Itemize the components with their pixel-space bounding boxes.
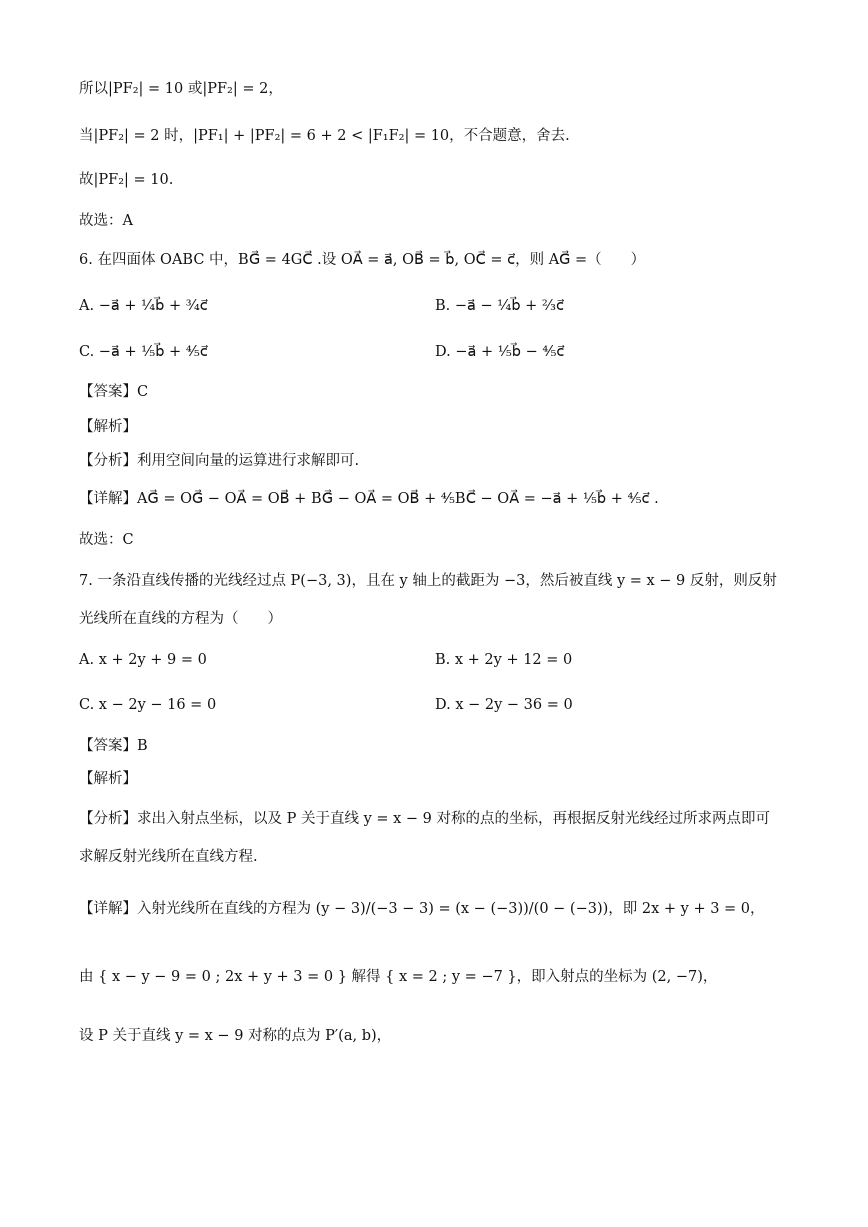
answer-label: 【答案】C	[79, 384, 149, 400]
text-line: 故|PF₂| = 10.	[79, 172, 174, 188]
question-7-stem: 7. 一条沿直线传播的光线经过点 P(−3, 3)，且在 y 轴上的截距为 −3，然后被直线 y = x − 9 反射，则反射	[79, 573, 777, 589]
analysis-text: 【分析】利用空间向量的运算进行求解即可.	[79, 453, 360, 469]
option-a: A. x + 2y + 9 = 0	[79, 652, 207, 668]
analysis-text-continued: 求解反射光线所在直线方程.	[79, 849, 258, 865]
detail-text: 【详解】AG⃗ = OG⃗ − OA⃗ = OB⃗ + BG⃗ − OA⃗ = OB⃗ + ⁴⁄₅BC⃗ − OA⃗ = −a⃗ + ¹⁄₅b⃗ + ⁴⁄₅c⃗ .	[79, 491, 659, 507]
analysis-heading: 【解析】	[79, 419, 137, 435]
analysis-text: 【分析】求出入射点坐标，以及 P 关于直线 y = x − 9 对称的点的坐标，再根据反射光线经过所求两点即可	[79, 811, 771, 827]
option-b: B. x + 2y + 12 = 0	[435, 652, 573, 668]
text-line: 故选：A	[79, 213, 133, 229]
detail-text: 【详解】入射光线所在直线的方程为 (y − 3)/(−3 − 3) = (x − (−3))/(0 − (−3))，即 2x + y + 3 = 0，	[79, 901, 765, 917]
option-c: C. x − 2y − 16 = 0	[79, 697, 217, 713]
text-line: 当|PF₂| = 2 时，|PF₁| + |PF₂| = 6 + 2 < |F₁F₂| = 10，不合题意，舍去.	[79, 128, 570, 144]
analysis-heading: 【解析】	[79, 771, 137, 787]
option-d: D. x − 2y − 36 = 0	[435, 697, 573, 713]
symmetric-point-text: 设 P 关于直线 y = x − 9 对称的点为 P′(a, b)，	[79, 1028, 392, 1044]
question-6-stem: 6. 在四面体 OABC 中，BG⃗ = 4GC⃗ .设 OA⃗ = a⃗, OB⃗ = b⃗, OC⃗ = c⃗，则 AG⃗ =（ ）	[79, 252, 646, 268]
option-a: A. −a⃗ + ¹⁄₄b⃗ + ³⁄₄c⃗	[79, 298, 208, 314]
answer-label: 【答案】B	[79, 738, 148, 754]
system-of-equations-text: 由 { x − y − 9 = 0 ; 2x + y + 3 = 0 } 解得 { x = 2 ; y = −7 }，即入射点的坐标为 (2, −7)，	[79, 969, 718, 985]
option-b: B. −a⃗ − ¹⁄₄b⃗ + ²⁄₃c⃗	[435, 298, 564, 314]
choice-text: 故选：C	[79, 532, 134, 548]
question-7-stem-continued: 光线所在直线的方程为（ ）	[79, 611, 282, 627]
option-c: C. −a⃗ + ¹⁄₅b⃗ + ⁴⁄₅c⃗	[79, 344, 208, 360]
text-line: 所以|PF₂| = 10 或|PF₂| = 2，	[79, 81, 283, 97]
option-d: D. −a⃗ + ¹⁄₅b⃗ − ⁴⁄₅c⃗	[435, 344, 565, 360]
